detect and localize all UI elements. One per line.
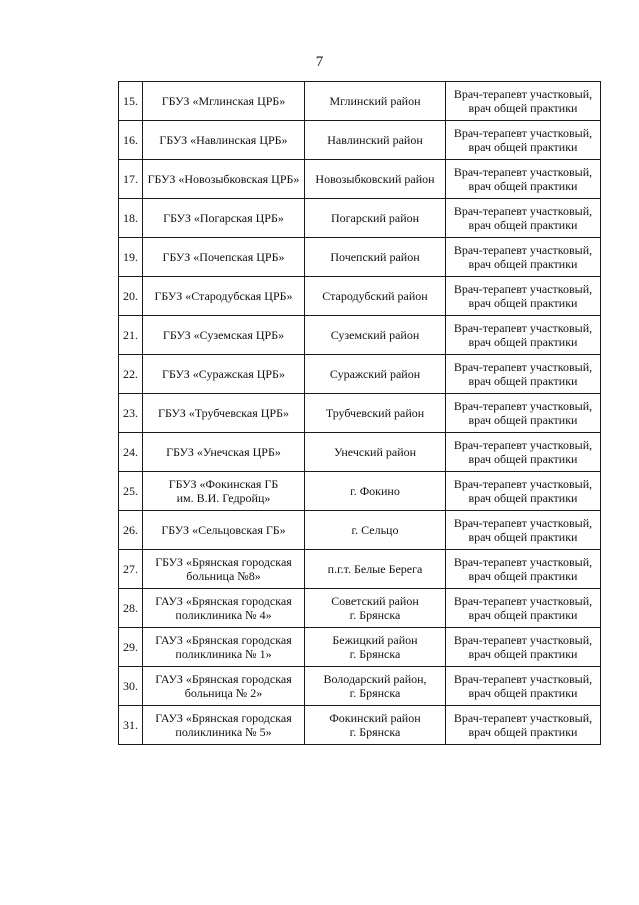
area-cell-text: Суземский район <box>330 328 420 342</box>
position-cell-text: Врач-терапевт участковый, врач общей практики <box>453 672 593 700</box>
row-number-cell <box>119 238 143 277</box>
row-number-cell <box>119 511 143 550</box>
area-cell <box>305 472 446 511</box>
organization-cell-text: ГБУЗ «Фокинская ГБ им. В.И. Гедройц» <box>168 477 279 505</box>
table-row <box>119 238 601 277</box>
position-cell <box>446 433 601 472</box>
row-number-cell <box>119 199 143 238</box>
area-cell <box>305 589 446 628</box>
row-number-cell <box>119 355 143 394</box>
position-cell <box>446 355 601 394</box>
area-cell-text: Трубчевский район <box>325 406 425 420</box>
area-cell <box>305 550 446 589</box>
organization-cell <box>143 433 305 472</box>
row-number-cell <box>119 472 143 511</box>
organization-cell <box>143 82 305 121</box>
row-number-cell <box>119 121 143 160</box>
position-cell-text: Врач-терапевт участковый, врач общей практики <box>453 399 593 427</box>
organization-cell-text: ГБУЗ «Сельцовская ГБ» <box>161 523 286 537</box>
position-cell <box>446 121 601 160</box>
row-number-cell <box>119 394 143 433</box>
area-cell-text: г. Сельцо <box>351 523 399 537</box>
organization-cell <box>143 316 305 355</box>
organization-cell-text: ГБУЗ «Брянская городская больница №8» <box>155 555 292 583</box>
row-number-cell-text: 30. <box>123 679 138 693</box>
area-cell-text: Почепский район <box>330 250 420 264</box>
organization-cell <box>143 628 305 667</box>
organization-cell <box>143 355 305 394</box>
row-number-cell <box>119 589 143 628</box>
area-cell-text: Советский район г. Брянска <box>331 594 419 622</box>
row-number-cell-text: 25. <box>123 484 138 498</box>
row-number-cell-text: 15. <box>123 94 138 108</box>
position-cell <box>446 238 601 277</box>
table-row <box>119 589 601 628</box>
position-cell <box>446 550 601 589</box>
area-cell <box>305 121 446 160</box>
row-number-cell-text: 23. <box>123 406 138 420</box>
area-cell <box>305 394 446 433</box>
position-cell-text: Врач-терапевт участковый, врач общей практики <box>453 165 593 193</box>
position-cell-text: Врач-терапевт участковый, врач общей практики <box>453 321 593 349</box>
area-cell-text: Унечский район <box>333 445 417 459</box>
table-body <box>119 82 601 745</box>
area-cell-text: Стародубский район <box>322 289 428 303</box>
row-number-cell-text: 26. <box>123 523 138 537</box>
area-cell-text: Бежицкий район г. Брянска <box>332 633 418 661</box>
organization-cell-text: ГБУЗ «Суражская ЦРБ» <box>162 367 285 381</box>
table-row <box>119 160 601 199</box>
table-row <box>119 511 601 550</box>
row-number-cell <box>119 706 143 745</box>
area-cell <box>305 82 446 121</box>
position-cell-text: Врач-терапевт участковый, врач общей практики <box>453 594 593 622</box>
organization-cell-text: ГАУЗ «Брянская городская поликлиника № 5» <box>155 711 292 739</box>
area-cell-text: Суражский район <box>329 367 421 381</box>
table-row <box>119 394 601 433</box>
row-number-cell-text: 20. <box>123 289 138 303</box>
position-cell <box>446 316 601 355</box>
area-cell <box>305 238 446 277</box>
position-cell <box>446 589 601 628</box>
organization-cell <box>143 589 305 628</box>
page-number: 7 <box>315 54 324 70</box>
organization-cell <box>143 472 305 511</box>
row-number-cell-text: 21. <box>123 328 138 342</box>
position-cell-text: Врач-терапевт участковый, врач общей практики <box>453 477 593 505</box>
table-row <box>119 433 601 472</box>
position-cell <box>446 706 601 745</box>
row-number-cell <box>119 316 143 355</box>
organization-cell <box>143 199 305 238</box>
row-number-cell-text: 19. <box>123 250 138 264</box>
row-number-cell-text: 16. <box>123 133 138 147</box>
row-number-cell-text: 28. <box>123 601 138 615</box>
table-row <box>119 121 601 160</box>
row-number-cell-text: 29. <box>123 640 138 654</box>
position-cell-text: Врач-терапевт участковый, врач общей практики <box>453 87 593 115</box>
vacancy-table <box>118 81 601 745</box>
organization-cell-text: ГАУЗ «Брянская городская поликлиника № 1» <box>155 633 292 661</box>
area-cell <box>305 277 446 316</box>
position-cell-text: Врач-терапевт участковый, врач общей практики <box>453 711 593 739</box>
position-cell <box>446 160 601 199</box>
organization-cell-text: ГБУЗ «Почепская ЦРБ» <box>162 250 285 264</box>
row-number-cell <box>119 667 143 706</box>
position-cell-text: Врач-терапевт участковый, врач общей практики <box>453 555 593 583</box>
row-number-cell-text: 22. <box>123 367 138 381</box>
table-row <box>119 355 601 394</box>
position-cell <box>446 511 601 550</box>
position-cell-text: Врач-терапевт участковый, врач общей практики <box>453 243 593 271</box>
organization-cell <box>143 277 305 316</box>
area-cell-text: п.г.т. Белые Берега <box>327 562 423 576</box>
table-row <box>119 628 601 667</box>
organization-cell <box>143 667 305 706</box>
position-cell <box>446 199 601 238</box>
table-row <box>119 550 601 589</box>
position-cell <box>446 82 601 121</box>
organization-cell <box>143 121 305 160</box>
area-cell <box>305 199 446 238</box>
area-cell <box>305 628 446 667</box>
organization-cell-text: ГБУЗ «Мглинская ЦРБ» <box>161 94 286 108</box>
area-cell-text: г. Фокино <box>350 484 400 498</box>
organization-cell-text: ГАУЗ «Брянская городская поликлиника № 4» <box>155 594 292 622</box>
row-number-cell <box>119 82 143 121</box>
organization-cell-text: ГБУЗ «Стародубская ЦРБ» <box>154 289 293 303</box>
position-cell-text: Врач-терапевт участковый, врач общей практики <box>453 126 593 154</box>
position-cell <box>446 628 601 667</box>
organization-cell-text: ГБУЗ «Суземская ЦРБ» <box>162 328 285 342</box>
table-row <box>119 277 601 316</box>
position-cell-text: Врач-терапевт участковый, врач общей практики <box>453 438 593 466</box>
position-cell-text: Врач-терапевт участковый, врач общей практики <box>453 282 593 310</box>
position-cell <box>446 472 601 511</box>
area-cell-text: Мглинский район <box>329 94 421 108</box>
organization-cell <box>143 160 305 199</box>
row-number-cell-text: 18. <box>123 211 138 225</box>
position-cell <box>446 277 601 316</box>
area-cell-text: Погарский район <box>330 211 420 225</box>
row-number-cell <box>119 550 143 589</box>
organization-cell <box>143 550 305 589</box>
area-cell <box>305 316 446 355</box>
position-cell <box>446 667 601 706</box>
position-cell-text: Врач-терапевт участковый, врач общей практики <box>453 360 593 388</box>
row-number-cell-text: 24. <box>123 445 138 459</box>
area-cell-text: Фокинский район г. Брянска <box>329 711 421 739</box>
row-number-cell <box>119 433 143 472</box>
position-cell-text: Врач-терапевт участковый, врач общей практики <box>453 204 593 232</box>
table-row <box>119 316 601 355</box>
area-cell <box>305 667 446 706</box>
area-cell-text: Новозыбковский район <box>315 172 435 186</box>
table-row <box>119 706 601 745</box>
table-row <box>119 667 601 706</box>
organization-cell-text: ГБУЗ «Погарская ЦРБ» <box>163 211 284 225</box>
area-cell <box>305 160 446 199</box>
row-number-cell <box>119 628 143 667</box>
position-cell <box>446 394 601 433</box>
area-cell <box>305 433 446 472</box>
row-number-cell-text: 27. <box>123 562 138 576</box>
table-row <box>119 82 601 121</box>
area-cell <box>305 355 446 394</box>
organization-cell <box>143 238 305 277</box>
row-number-cell <box>119 277 143 316</box>
position-cell-text: Врач-терапевт участковый, врач общей практики <box>453 516 593 544</box>
organization-cell-text: ГАУЗ «Брянская городская больница № 2» <box>155 672 292 700</box>
organization-cell-text: ГБУЗ «Трубчевская ЦРБ» <box>158 406 289 420</box>
table-row <box>119 199 601 238</box>
organization-cell <box>143 394 305 433</box>
area-cell <box>305 706 446 745</box>
table-row <box>119 472 601 511</box>
area-cell-text: Навлинский район <box>327 133 423 147</box>
row-number-cell <box>119 160 143 199</box>
organization-cell <box>143 511 305 550</box>
area-cell <box>305 511 446 550</box>
organization-cell-text: ГБУЗ «Унечская ЦРБ» <box>166 445 281 459</box>
organization-cell-text: ГБУЗ «Новозыбковская ЦРБ» <box>147 172 300 186</box>
area-cell-text: Володарский район, г. Брянска <box>323 672 427 700</box>
row-number-cell-text: 31. <box>123 718 138 732</box>
organization-cell-text: ГБУЗ «Навлинская ЦРБ» <box>159 133 288 147</box>
organization-cell <box>143 706 305 745</box>
row-number-cell-text: 17. <box>123 172 138 186</box>
position-cell-text: Врач-терапевт участковый, врач общей практики <box>453 633 593 661</box>
